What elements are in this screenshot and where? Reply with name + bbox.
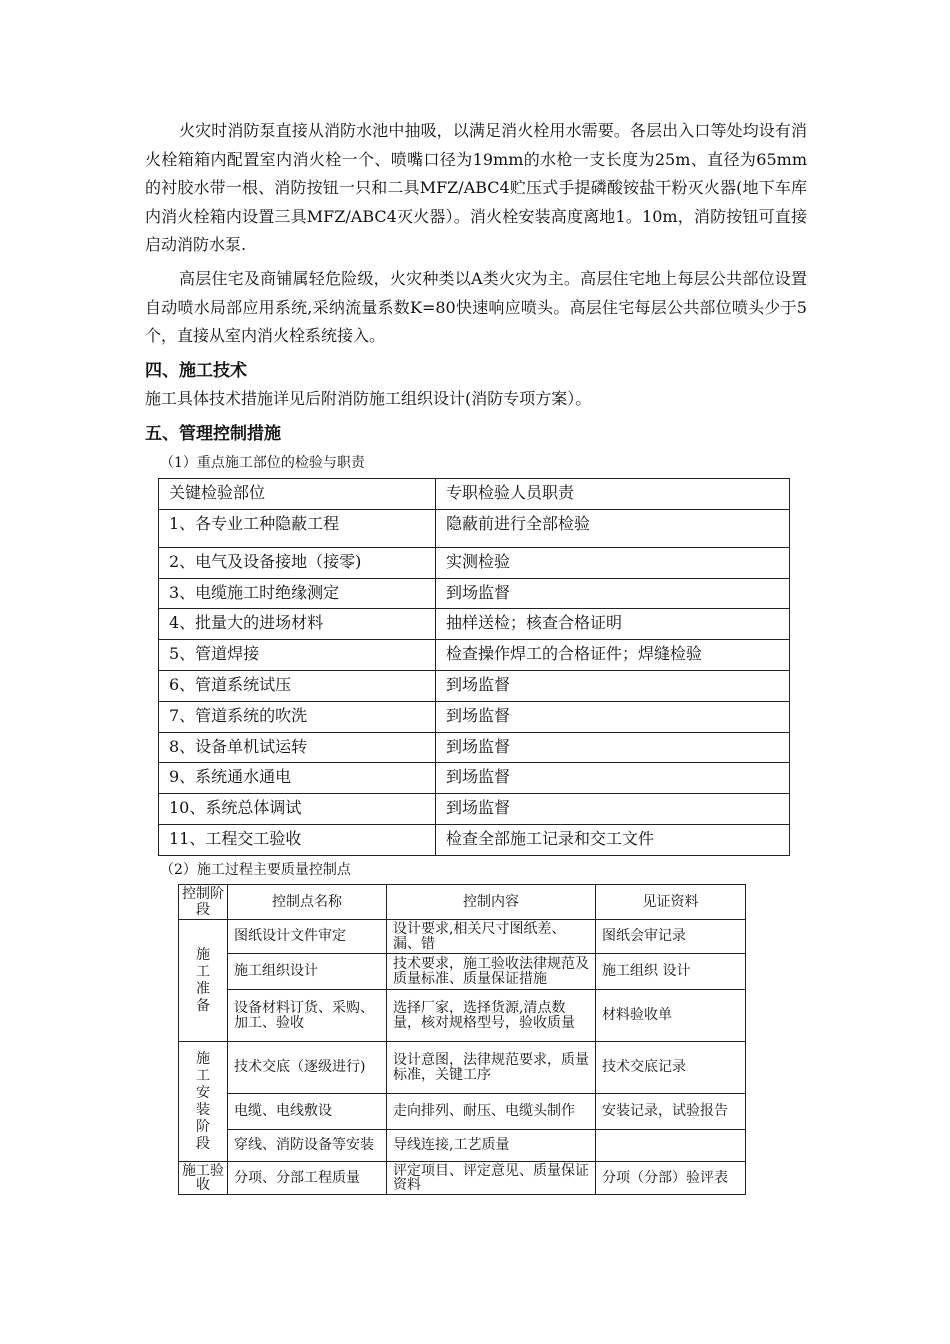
inspector-duty-cell: 检查操作焊工的合格证件；焊缝检验	[436, 640, 790, 671]
table2-header-cell: 见证资料	[596, 885, 746, 920]
control-content-cell: 技术要求，施工验收法律规范及质量标准、质量保证措施	[387, 954, 596, 990]
table1-row	[159, 824, 790, 855]
table1-row	[159, 509, 790, 547]
evidence-cell	[596, 1130, 746, 1162]
table1-row	[159, 640, 790, 671]
inspector-duty-cell: 实测检验	[436, 547, 790, 578]
table2-row	[179, 1130, 746, 1162]
table1-row	[159, 763, 790, 794]
inspection-part-cell: 6、管道系统试压	[159, 670, 436, 701]
control-content-cell: 导线连接,工艺质量	[387, 1130, 596, 1162]
inspection-part-cell: 8、设备单机试运转	[159, 732, 436, 763]
table2-caption: （2）施工过程主要质量控制点	[160, 862, 351, 878]
inspector-duty-cell: 到场监督	[436, 763, 790, 794]
table1-row	[159, 794, 790, 825]
table2-header-cell: 控制内容	[387, 885, 596, 920]
inspector-duty-cell: 到场监督	[436, 794, 790, 825]
evidence-cell: 安装记录，试验报告	[596, 1094, 746, 1130]
inspection-part-cell: 11、工程交工验收	[159, 824, 436, 855]
control-point-cell: 技术交底（逐级进行)	[228, 1042, 387, 1094]
inspector-duty-cell: 抽样送检；核查合格证明	[436, 609, 790, 640]
section4-heading: 四、施工技术	[145, 361, 247, 381]
evidence-cell: 施工组织 设计	[596, 954, 746, 990]
section4-text: 施工具体技术措施详见后附消防施工组织设计(消防专项方案）。	[145, 389, 592, 408]
stage-char: 准	[196, 980, 210, 997]
table1-row	[159, 578, 790, 609]
inspection-part-cell: 7、管道系统的吹洗	[159, 701, 436, 732]
table1-row	[159, 701, 790, 732]
table2-row	[179, 1162, 746, 1195]
quality-control-table	[178, 884, 746, 1195]
inspection-part-cell: 5、管道焊接	[159, 640, 436, 671]
table1-row	[159, 609, 790, 640]
paragraph-fire-pump: 火灾时消防泵直接从消防水池中抽吸，以满足消火栓用水需要。各层出入口等处均设有消火栓箱箱内配置室内消火栓一个、喷嘴口径为19mm的水枪一支长度为25m、直径为65mm的衬胶水带一根、消防按钮一只和二具MFZ/ABC4贮压式手提磷酸铵盐干粉灭火器(地下车库内消火栓箱内设置三具MFZ/ABC4灭火器）。消火栓安装高度离地1。10m，消防按钮可直接启动消防水泵.	[145, 121, 807, 254]
inspector-duty-cell: 到场监督	[436, 578, 790, 609]
table2-row	[179, 954, 746, 990]
inspection-part-cell: 10、系统总体调试	[159, 794, 436, 825]
control-stage-cell: 施工验收	[179, 1162, 228, 1195]
inspector-duty-cell: 到场监督	[436, 701, 790, 732]
control-point-cell: 图纸设计文件审定	[228, 920, 387, 954]
evidence-cell: 图纸会审记录	[596, 920, 746, 954]
table1-row	[159, 547, 790, 578]
stage-char: 施	[196, 946, 210, 963]
inspection-part-cell: 4、批量大的进场材料	[159, 609, 436, 640]
table1-caption: （1）重点施工部位的检验与职责	[160, 455, 365, 471]
stage-char: 段	[196, 1135, 210, 1152]
inspection-part-cell: 1、各专业工种隐蔽工程	[159, 509, 436, 547]
stage-char: 装	[196, 1101, 210, 1118]
inspector-duty-cell: 到场监督	[436, 670, 790, 701]
inspection-table	[158, 478, 790, 856]
inspection-part-cell: 9、系统通水通电	[159, 763, 436, 794]
table1-row	[159, 670, 790, 701]
evidence-cell: 分项（分部）验评表	[596, 1162, 746, 1195]
table2-header-row	[179, 885, 746, 920]
table2-header-cell: 控制阶段	[179, 885, 228, 920]
inspection-part-cell: 关键检验部位	[159, 479, 436, 510]
stage-char: 工	[196, 963, 210, 980]
stage-char: 施	[196, 1050, 210, 1067]
control-content-cell: 评定项目、评定意见、质量保证资料	[387, 1162, 596, 1195]
inspector-duty-cell: 到场监督	[436, 732, 790, 763]
control-point-cell: 电缆、电线敷设	[228, 1094, 387, 1130]
control-content-cell: 设计意图，法律规范要求，质量标准，关键工序	[387, 1042, 596, 1094]
inspector-duty-cell: 专职检验人员职责	[436, 479, 790, 510]
inspector-duty-cell: 隐蔽前进行全部检验	[436, 509, 790, 547]
control-stage-cell	[179, 1042, 228, 1162]
table2-row	[179, 1042, 746, 1094]
evidence-cell: 材料验收单	[596, 990, 746, 1042]
inspection-part-cell: 2、电气及设备接地（接零)	[159, 547, 436, 578]
control-content-cell: 走向排列、耐压、电缆头制作	[387, 1094, 596, 1130]
evidence-cell: 技术交底记录	[596, 1042, 746, 1094]
table2-row	[179, 990, 746, 1042]
table2-header-cell: 控制点名称	[228, 885, 387, 920]
paragraph-sprinkler: 高层住宅及商铺属轻危险级，火灾种类以A类火灾为主。高层住宅地上每层公共部位设置自动喷水局部应用系统,采纳流量系数K=80快速响应喷头。高层住宅每层公共部位喷头少于5个，直接从室内消火栓系统接入。	[145, 269, 807, 345]
inspector-duty-cell: 检查全部施工记录和交工文件	[436, 824, 790, 855]
control-stage-cell	[179, 920, 228, 1042]
control-content-cell: 选择厂家，选择货源,清点数量，核对规格型号，验收质量	[387, 990, 596, 1042]
control-content-cell: 设计要求,相关尺寸图纸差、漏、错	[387, 920, 596, 954]
table1-row	[159, 732, 790, 763]
section5-heading: 五、管理控制措施	[145, 424, 281, 444]
stage-char: 安	[196, 1084, 210, 1101]
inspection-part-cell: 3、电缆施工时绝缘测定	[159, 578, 436, 609]
stage-char: 工	[196, 1067, 210, 1084]
stage-char: 备	[196, 997, 210, 1014]
stage-char: 阶	[196, 1118, 210, 1135]
control-point-cell: 设备材料订货、采购、加工、验收	[228, 990, 387, 1042]
control-point-cell: 穿线、消防设备等安装	[228, 1130, 387, 1162]
control-point-cell: 施工组织设计	[228, 954, 387, 990]
control-point-cell: 分项、分部工程质量	[228, 1162, 387, 1195]
table2-row	[179, 1094, 746, 1130]
table2-row	[179, 920, 746, 954]
table1-row	[159, 479, 790, 510]
